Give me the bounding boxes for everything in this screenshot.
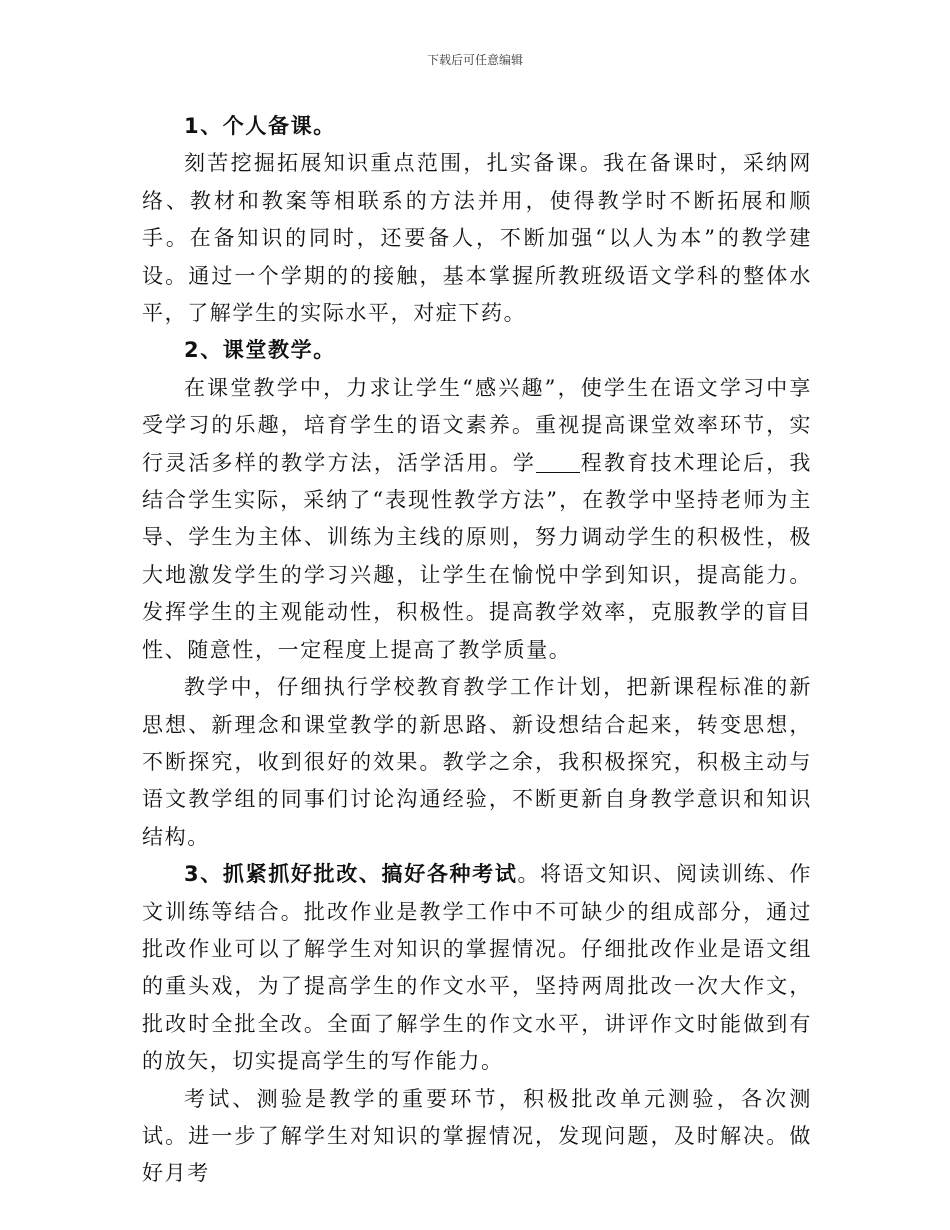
section-2-paragraph-2: 教学中，仔细执行学校教育教学工作计划，把新课程标准的新思想、新理念和课堂教学的新思路、新设想结合起来，转变思想，不断探究，收到很好的效果。教学之余，我积极探究，积极主动与语文教学组的同事们讨论沟通经验，不断更新自身教学意识和知识结构。 [142,675,812,849]
fill-in-blank-line [536,451,580,473]
section-1-paragraph: 刻苦挖掘拓展知识重点范围，扎实备课。我在备课时，采纳网络、教材和教案等相联系的方法并用，使得教学时不断拓展和顺手。在备知识的同时，还要备人，不断加强“以人为本”的教学建设。通过一个学期的的接触，基本掌握所教班级语文学科的整体水平，了解学生的实际水平，对症下药。 [142,151,812,326]
section-3-paragraph-1 [142,856,812,1080]
section-3-paragraph-2: 考试、测验是教学的重要环节，积极批改单元测验，各次测试。进一步了解学生对知识的掌握情况，发现问题，及时解决。做好月考 [142,1086,812,1186]
page-header: 下载后可任意编辑 [426,53,523,67]
section-2-paragraph-1-end: 程教育技术理论后，我结合学生实际，采纳了“表现性教学方法”，在教学中坚持老师为主导、学生为主体、训练为主线的原则，努力调动学生的积极性，极大地激发学生的学习兴趣，让学生在愉悦中学到知识，提高能力。发挥学生的主观能动性，积极性。提高教学效率，克服教学的盲目性、随意性，一定程度上提高了教学质量。 [142,450,813,662]
document-body [142,108,812,1193]
section-1-heading: 1、个人备课。 [184,114,336,138]
section-2-paragraph-1-start: 在课堂教学中，力求让学生“感兴趣”，使学生在语文学习中享受学习的乐趣，培育学生的语文素养。重视提高课堂效率环节，实行灵活多样的教学方法，活学活用。学 [142,375,812,475]
section-3-heading: 3、抓紧抓好批改、搞好各种考试 [184,862,518,887]
section-2-heading: 2、课堂教学。 [184,338,336,363]
section-2-paragraph-1 [142,370,812,669]
section-3-paragraph-1-text: 。将语文知识、阅读训练、作文训练等结合。批改作业是教学工作中不可缺少的组成部分，通过批改作业可以了解学生对知识的掌握情况。仔细批改作业是语文组的重头戏，为了提高学生的作文水平，坚持两周批改一次大作文，批改时全批全改。全面了解学生的作文水平，讲评作文时能做到有的放矢，切实提高学生的写作能力。 [142,862,812,1074]
